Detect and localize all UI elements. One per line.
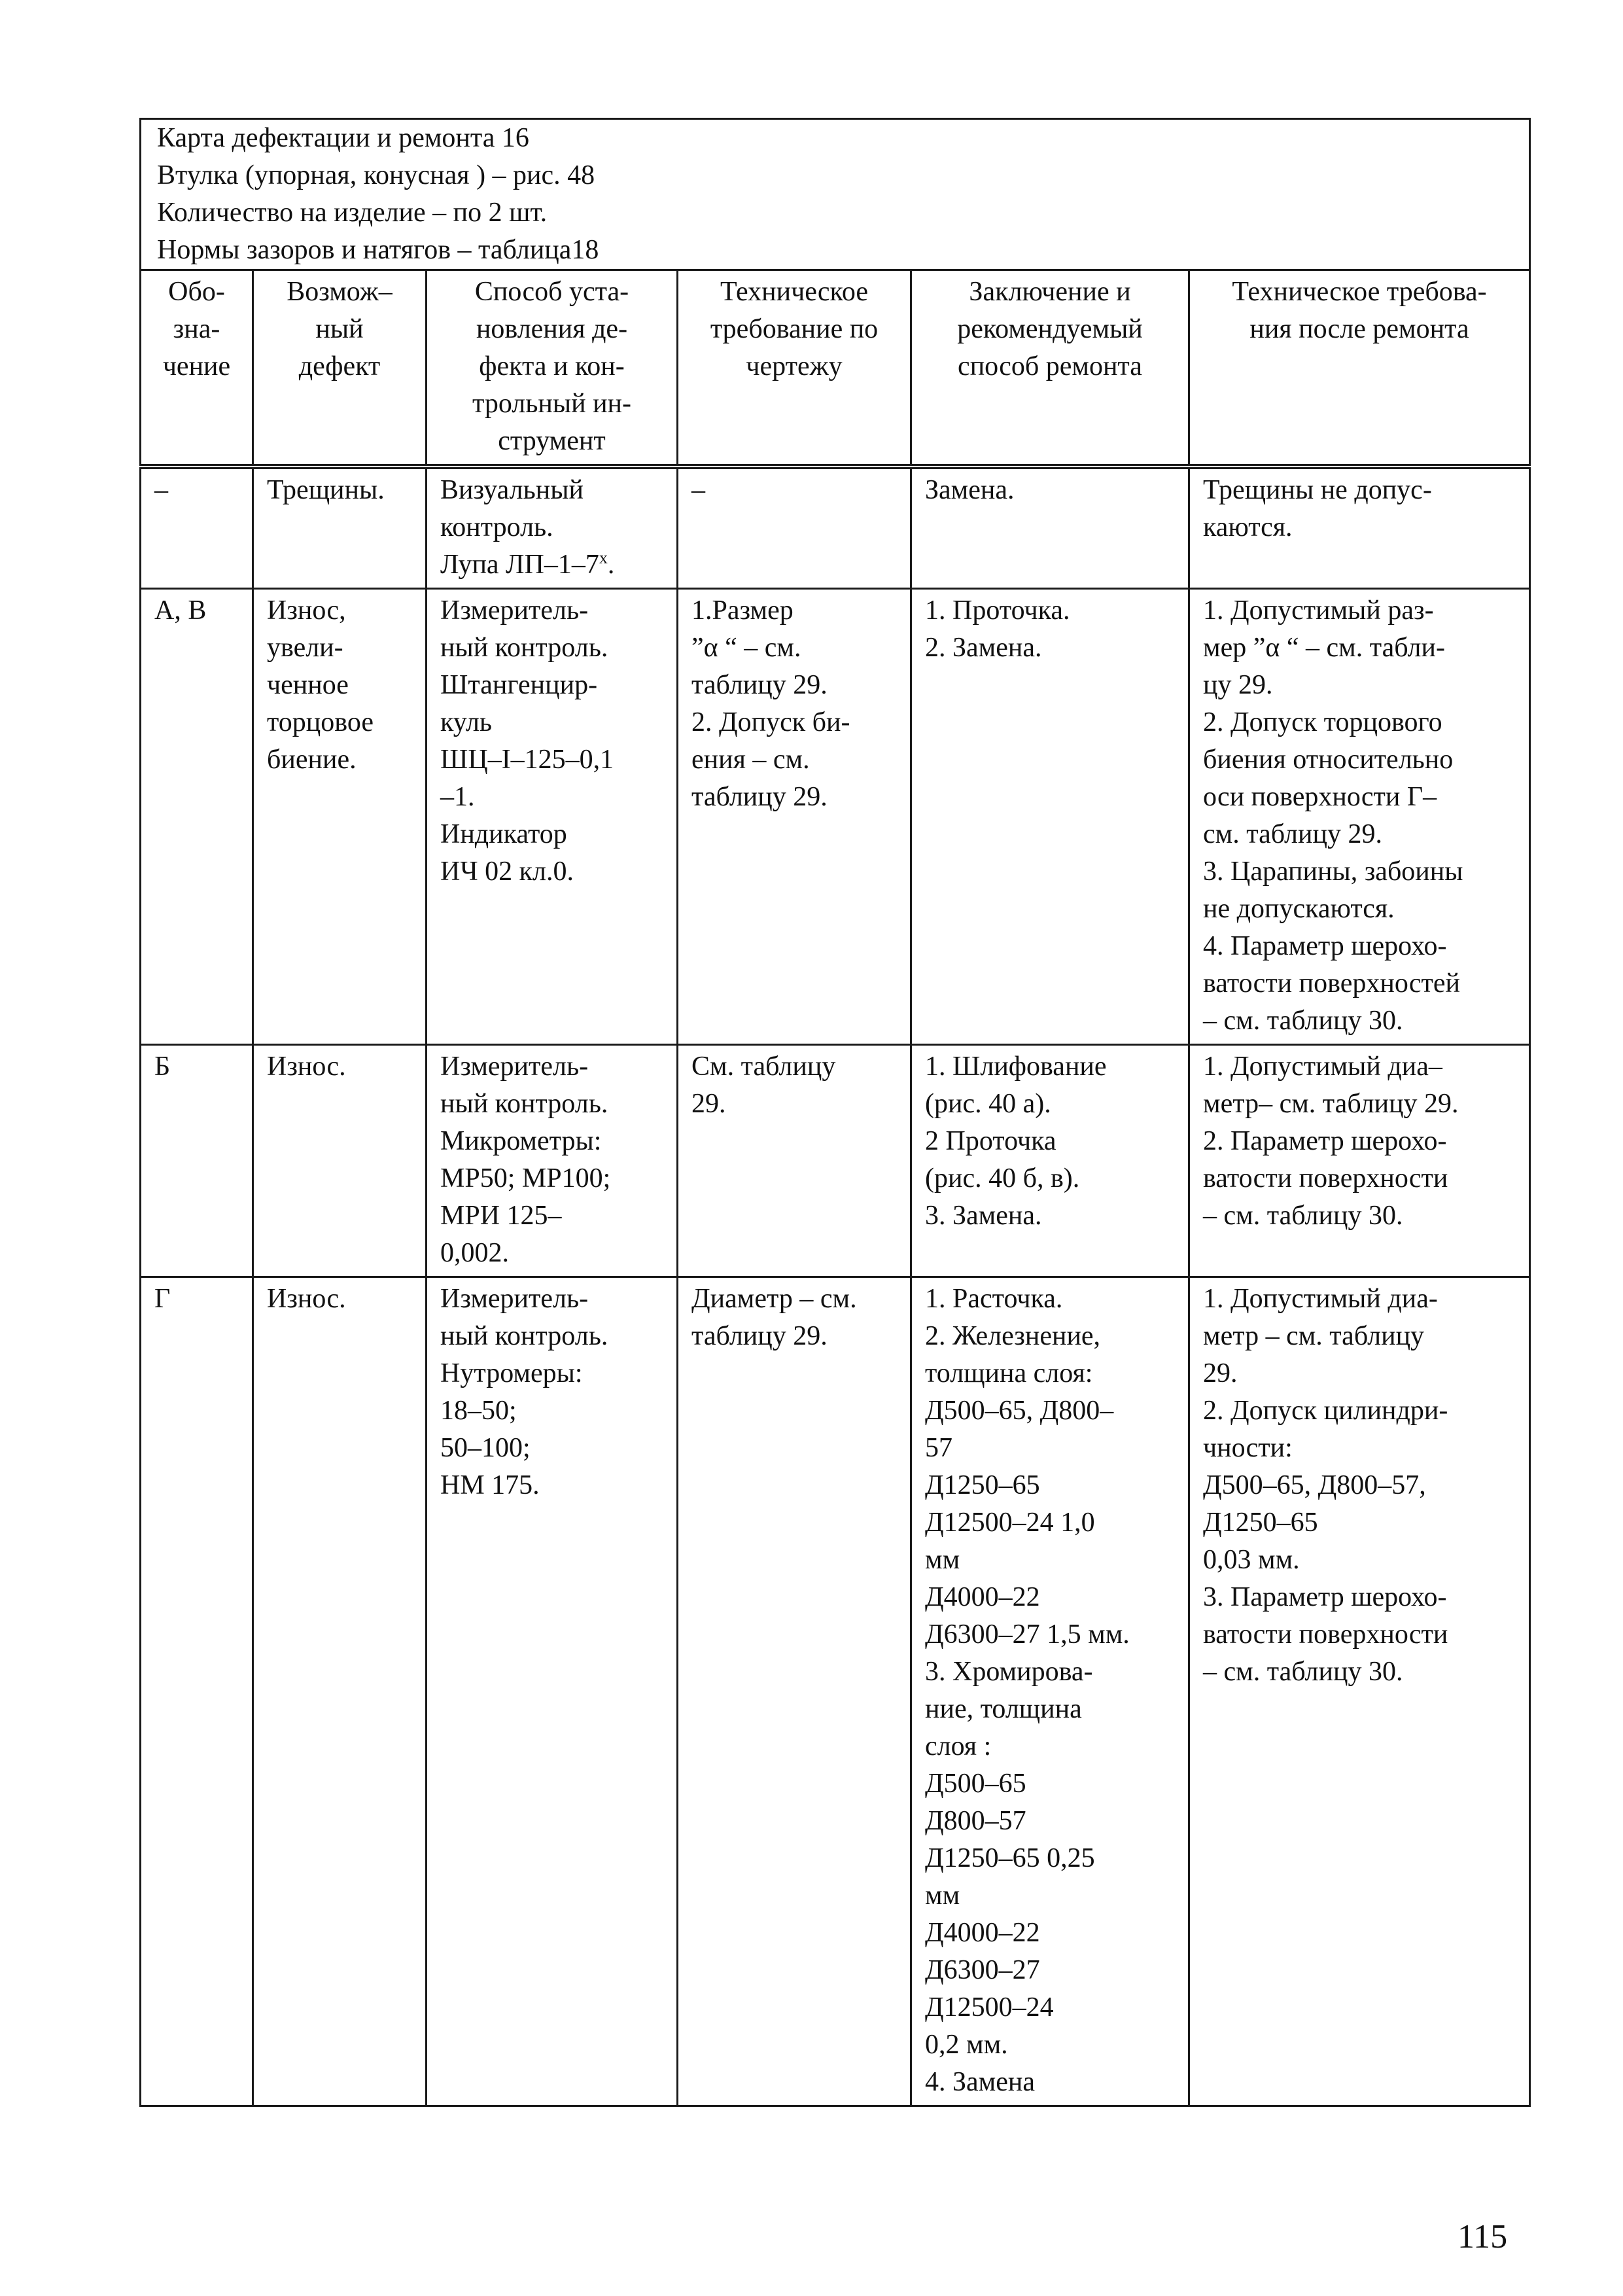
cell-line: 2. Допуск би- bbox=[691, 707, 850, 737]
cell-repair bbox=[911, 467, 1189, 589]
cell-line: Д500–65 bbox=[925, 1769, 1026, 1799]
cell-line: 3. Параметр шерохо- bbox=[1203, 1582, 1447, 1612]
cell-method bbox=[427, 589, 678, 1045]
cell-line: – см. таблицу 30. bbox=[1203, 1006, 1403, 1036]
table-row bbox=[141, 589, 1530, 1045]
cell-line: слоя : bbox=[925, 1731, 992, 1761]
column-header-line: трольный ин- bbox=[472, 389, 632, 419]
column-header-line: Техническое требова- bbox=[1232, 277, 1487, 307]
cell-line: А, В bbox=[154, 595, 207, 626]
column-header-designation bbox=[141, 270, 253, 467]
cell-line: 29. bbox=[691, 1089, 726, 1119]
cell-line: Штангенцир- bbox=[440, 670, 598, 700]
cell-line: 18–50; bbox=[440, 1396, 517, 1426]
cell-line: каются. bbox=[1203, 512, 1293, 542]
cell-line: – bbox=[691, 475, 705, 505]
cell-line: ”α “ – см. bbox=[691, 633, 801, 663]
cell-line: цу 29. bbox=[1203, 670, 1273, 700]
cell-line: Д4000–22 bbox=[925, 1918, 1040, 1948]
cell-line: 4. Замена bbox=[925, 2067, 1036, 2097]
cell-line: биения относительно bbox=[1203, 745, 1454, 775]
superscript-x: x bbox=[599, 548, 608, 567]
cell-line: (рис. 40 а). bbox=[925, 1089, 1051, 1119]
cell-repair bbox=[911, 589, 1189, 1045]
column-header-line: Техническое bbox=[720, 277, 868, 307]
cell-line: ние, толщина bbox=[925, 1694, 1082, 1724]
cell-line: 0,2 мм. bbox=[925, 2030, 1008, 2060]
cell-repair bbox=[911, 1045, 1189, 1277]
cell-line: (рис. 40 б, в). bbox=[925, 1163, 1080, 1193]
cell-line: Г bbox=[154, 1284, 171, 1314]
cell-line: см. таблицу 29. bbox=[1203, 819, 1382, 849]
cell-line: ШЦ–I–125–0,1 bbox=[440, 745, 614, 775]
column-header-defect bbox=[253, 270, 427, 467]
cell-line: Износ. bbox=[267, 1051, 346, 1082]
cell-after-repair bbox=[1189, 1045, 1530, 1277]
cell-line: Измеритель- bbox=[440, 1051, 589, 1082]
cell-line: мер ”α “ – см. табли- bbox=[1203, 633, 1445, 663]
cell-line: биение. bbox=[267, 745, 357, 775]
cell-line: Д4000–22 bbox=[925, 1582, 1040, 1612]
cell-line: – см. таблицу 30. bbox=[1203, 1201, 1403, 1231]
cell-defect bbox=[253, 589, 427, 1045]
column-header-line: дефект bbox=[298, 351, 381, 381]
column-header-line: чение bbox=[162, 351, 231, 381]
column-header-line: фекта и кон- bbox=[479, 351, 625, 381]
cell-line: ный контроль. bbox=[440, 633, 608, 663]
cell-drawing-requirement bbox=[678, 467, 911, 589]
cell-drawing-requirement bbox=[678, 589, 911, 1045]
cell-line: НМ 175. bbox=[440, 1470, 540, 1500]
column-header-row bbox=[141, 270, 1530, 467]
cell-defect bbox=[253, 467, 427, 589]
cell-line: Измеритель- bbox=[440, 595, 589, 626]
cell-line: Д500–65, Д800– bbox=[925, 1396, 1114, 1426]
cell-line: 1. Расточка. bbox=[925, 1284, 1063, 1314]
cell-line: оси поверхности Г– bbox=[1203, 782, 1437, 812]
column-header-method bbox=[427, 270, 678, 467]
column-header-line: ный bbox=[315, 314, 364, 344]
cell-line: Визуальный bbox=[440, 475, 584, 505]
cell-line: Измеритель- bbox=[440, 1284, 589, 1314]
cell-designation bbox=[141, 1045, 253, 1277]
cell-after-repair bbox=[1189, 589, 1530, 1045]
cell-line: Д1250–65 bbox=[1203, 1508, 1318, 1538]
cell-line: – bbox=[154, 475, 168, 505]
table-row bbox=[141, 1277, 1530, 2106]
cell-line: таблицу 29. bbox=[691, 670, 828, 700]
norms-line: Нормы зазоров и натягов – таблица18 bbox=[157, 235, 599, 265]
cell-line: ИЧ 02 кл.0. bbox=[440, 857, 574, 887]
cell-line: куль bbox=[440, 707, 493, 737]
cell-line: 1. Допустимый диа- bbox=[1203, 1284, 1438, 1314]
cell-line: увели- bbox=[267, 633, 343, 663]
cell-designation bbox=[141, 589, 253, 1045]
cell-designation bbox=[141, 467, 253, 589]
cell-line: Д6300–27 bbox=[925, 1955, 1040, 1985]
cell-line: Д12500–24 bbox=[925, 1992, 1054, 2022]
cell-line: 1. Допустимый диа– bbox=[1203, 1051, 1442, 1082]
cell-line: 2. Замена. bbox=[925, 633, 1042, 663]
table-row bbox=[141, 467, 1530, 589]
cell-line: Износ, bbox=[267, 595, 346, 626]
cell-method bbox=[427, 1277, 678, 2106]
cell-line: метр– см. таблицу 29. bbox=[1203, 1089, 1459, 1119]
page-number: 115 bbox=[1457, 2218, 1508, 2255]
column-header-line: ния после ремонта bbox=[1249, 314, 1469, 344]
cell-line: чности: bbox=[1203, 1433, 1293, 1463]
cell-drawing-requirement bbox=[678, 1277, 911, 2106]
quantity-line: Количество на изделие – по 2 шт. bbox=[157, 198, 548, 228]
column-header-line: Обо- bbox=[168, 277, 225, 307]
cell-after-repair bbox=[1189, 1277, 1530, 2106]
cell-line: Д6300–27 1,5 мм. bbox=[925, 1619, 1130, 1650]
cell-line: таблицу 29. bbox=[691, 782, 828, 812]
cell-designation bbox=[141, 1277, 253, 2106]
defect-rows bbox=[141, 467, 1530, 2106]
cell-line: Трещины не допус- bbox=[1203, 475, 1432, 505]
cell-line: Лупа ЛП–1–7$^x$. bbox=[440, 548, 615, 580]
card-info-row bbox=[141, 119, 1530, 270]
cell-line: МР50; МР100; bbox=[440, 1163, 611, 1193]
cell-line: 3. Хромирова- bbox=[925, 1657, 1093, 1687]
cell-method bbox=[427, 467, 678, 589]
cell-line: 2. Железнение, bbox=[925, 1321, 1101, 1351]
cell-line: ный контроль. bbox=[440, 1321, 608, 1351]
column-header-line: Способ уста- bbox=[474, 277, 629, 307]
column-header-line: рекомендуемый bbox=[957, 314, 1143, 344]
cell-line: 2. Параметр шерохо- bbox=[1203, 1126, 1447, 1156]
cell-line: 50–100; bbox=[440, 1433, 531, 1463]
cell-defect bbox=[253, 1045, 427, 1277]
cell-line: Д1250–65 0,25 bbox=[925, 1843, 1095, 1873]
cell-line: 1. Шлифование bbox=[925, 1051, 1107, 1082]
cell-line: толщина слоя: bbox=[925, 1358, 1093, 1388]
cell-line: не допускаются. bbox=[1203, 894, 1395, 924]
cell-line: – см. таблицу 30. bbox=[1203, 1657, 1403, 1687]
cell-line: 0,002. bbox=[440, 1238, 509, 1268]
column-header-after-repair bbox=[1189, 270, 1530, 467]
cell-line: 3. Замена. bbox=[925, 1201, 1042, 1231]
column-header-repair bbox=[911, 270, 1189, 467]
cell-line: Б bbox=[154, 1051, 171, 1082]
cell-defect bbox=[253, 1277, 427, 2106]
cell-line: мм bbox=[925, 1881, 960, 1911]
column-header-line: струмент bbox=[498, 426, 606, 456]
cell-line: Замена. bbox=[925, 475, 1015, 505]
cell-line: 57 bbox=[925, 1433, 952, 1463]
cell-line: ватости поверхности bbox=[1203, 1619, 1448, 1650]
cell-line: 4. Параметр шерохо- bbox=[1203, 931, 1447, 961]
cell-line: Износ. bbox=[267, 1284, 346, 1314]
cell-line: ватости поверхности bbox=[1203, 1163, 1448, 1193]
cell-line: контроль. bbox=[440, 512, 553, 542]
cell-line: Трещины. bbox=[267, 475, 385, 505]
cell-line: мм bbox=[925, 1545, 960, 1575]
column-header-line: способ ремонта bbox=[958, 351, 1142, 381]
table-row bbox=[141, 1045, 1530, 1277]
cell-line: 1.Размер bbox=[691, 595, 794, 626]
cell-line: –1. bbox=[440, 782, 475, 812]
cell-drawing-requirement bbox=[678, 1045, 911, 1277]
cell-line: торцовое bbox=[267, 707, 374, 737]
cell-line: таблицу 29. bbox=[691, 1321, 828, 1351]
cell-line: 0,03 мм. bbox=[1203, 1545, 1300, 1575]
cell-line: 2. Допуск цилиндри- bbox=[1203, 1396, 1448, 1426]
cell-line: Микрометры: bbox=[440, 1126, 602, 1156]
cell-line: Диаметр – см. bbox=[691, 1284, 857, 1314]
cell-line: Индикатор bbox=[440, 819, 567, 849]
part-name: Втулка (упорная, конусная ) – рис. 48 bbox=[157, 160, 595, 190]
cell-line: Д500–65, Д800–57, bbox=[1203, 1470, 1426, 1500]
column-header-line: новления де- bbox=[476, 314, 628, 344]
cell-method bbox=[427, 1045, 678, 1277]
cell-line: ный контроль. bbox=[440, 1089, 608, 1119]
cell-line: МРИ 125– bbox=[440, 1201, 562, 1231]
cell-after-repair bbox=[1189, 467, 1530, 589]
cell-line: Нутромеры: bbox=[440, 1358, 583, 1388]
cell-line: Д12500–24 1,0 bbox=[925, 1508, 1095, 1538]
cell-line: См. таблицу bbox=[691, 1051, 836, 1082]
cell-line: ения – см. bbox=[691, 745, 810, 775]
column-header-line: зна- bbox=[173, 314, 220, 344]
cell-line: 2. Допуск торцового bbox=[1203, 707, 1442, 737]
cell-line: метр – см. таблицу bbox=[1203, 1321, 1425, 1351]
cell-line: 2 Проточка bbox=[925, 1126, 1056, 1156]
cell-line: Д1250–65 bbox=[925, 1470, 1040, 1500]
cell-line: 29. bbox=[1203, 1358, 1238, 1388]
cell-repair bbox=[911, 1277, 1189, 2106]
defect-repair-card-table bbox=[139, 118, 1531, 2107]
column-header-line: чертежу bbox=[746, 351, 843, 381]
column-header-line: требование по bbox=[710, 314, 879, 344]
card-info-cell bbox=[141, 119, 1530, 270]
column-header-drawing-requirement bbox=[678, 270, 911, 467]
cell-line: ватости поверхностей bbox=[1203, 968, 1460, 998]
card-title: Карта дефектации и ремонта 16 bbox=[157, 123, 529, 153]
cell-line: 3. Царапины, забоины bbox=[1203, 857, 1463, 887]
column-header-line: Заключение и bbox=[969, 277, 1131, 307]
cell-line: 1. Допустимый раз- bbox=[1203, 595, 1434, 626]
cell-line: 1. Проточка. bbox=[925, 595, 1070, 626]
cell-line: ченное bbox=[267, 670, 349, 700]
cell-line: Д800–57 bbox=[925, 1806, 1026, 1836]
column-header-line: Возмож– bbox=[287, 277, 393, 307]
